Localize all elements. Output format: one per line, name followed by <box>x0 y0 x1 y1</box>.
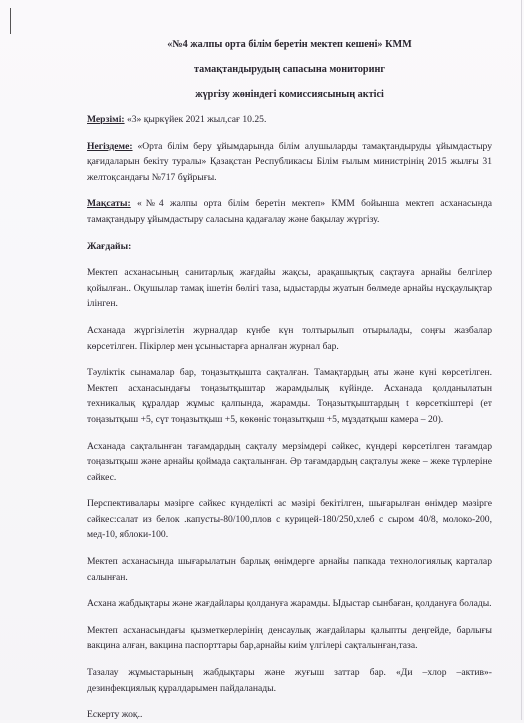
condition-paragraph-6: Мектеп асханасында шығарылатын барлық өнімдерге арнайы папкада технологиялық карталар салынған. <box>87 556 492 583</box>
condition-paragraph-9: Тазалау жұмыстарының жабдықтары және жуғыш заттар бар. «Ди –хлор –актив»-дезинфекциялық құралдарымен пайдаланады. <box>87 667 492 694</box>
purpose-paragraph <box>87 196 492 227</box>
condition-paragraph-5: Перспективалары мәзірге сәйкес күнделікті ас мәзірі бекітілген, шығарылған өнімдер мәзірге сәйкес:салат из белок .капусты-80/100,плов с курицей-180/250,хлеб с сыром 40/8, молоко-200, мед-10, яблоки-100. <box>87 498 492 541</box>
margin-mark <box>10 8 11 34</box>
basis-value: «Орта білім беру ұйымдарында білім алушыларды тамақтандыруды ұйымдастыру қағидаларын бекіту туралы» Қазақстан Республикасы Білім ғылым министрінің 2015 жылғы 31 желтоқсандағы №717 бұйрығы. <box>87 140 492 183</box>
page-edge <box>521 0 522 720</box>
document-title-line-3: жүргізу жөніндегі комиссиясының актісі <box>195 89 384 100</box>
date-value: «3» қыркүйек 2021 жыл,сағ 10.25. <box>124 114 267 125</box>
document-title-line-2: тамақтандырудың сапасына мониторинг <box>194 64 385 75</box>
condition-paragraph-3: Тәуліктік сынамалар бар, тоңазытқышта сақталған. Тамақтардың аты және күні көрсетілген. Мектеп асханасындағы тоңазытқыштар жарамдылық күйінде. Асханада қолданылатын техникалық құралдар жұмыс қалпында, жарамды. Тоңазытқыштардың t көрсеткіштері (ет тоңазытқыш +5, сүт тоңазытқыш +5, көкөніс тоңазытқыш +5, мұздатқыш камера – 20). <box>87 367 492 425</box>
condition-paragraph-7: Асхана жабдықтары және жағдайлары қолдануға жарамды. Ыдыстар сынбаған, қолдануға болады. <box>87 598 492 610</box>
basis-paragraph <box>87 139 492 186</box>
date-paragraph <box>87 112 492 128</box>
remarks-paragraph: Ескерту жоқ.. <box>87 709 143 721</box>
date-label: Мерзімі: <box>87 114 125 125</box>
condition-paragraph-1: Мектеп асханасының санитарлық жағдайы жақсы, арақашықтық сақтауға арнайы белгілер қойылған.. Оқушылар тамақ ішетін бөлігі таза, ыдыстарды жуатын бөлмеде арнайы нұсқаулықтар ілінген. <box>87 267 492 310</box>
purpose-value: «№4 жалпы орта білім беретін мектеп» КММ бойынша мектеп асханасында тамақтандыру ұйымдастыру саласына қадағалау және бақылау жүргізу. <box>87 198 492 225</box>
document-title-line-1: «№4 жалпы орта білім беретін мектеп кешені» КММ <box>167 39 412 50</box>
condition-paragraph-2: Асханада жүргізілетін журналдар күнбе күн толтырылып отырылады, соңғы жазбалар көрсетілген. Пікірлер мен ұсыныстарға арналған журнал бар. <box>87 324 492 352</box>
condition-paragraph-8: Мектеп асханасындағы қызметкерлерінің денсаулық жағдайлары қалыпты деңгейде, барлығы вакцина алған, вакцина паспорттары бар,арнайы киім үлгілері сақталынған,таза. <box>87 624 492 652</box>
conditions-heading: Жағдайы: <box>87 240 132 252</box>
basis-label: Негіздеме: <box>87 140 133 152</box>
purpose-label: Мақсаты: <box>87 198 131 210</box>
condition-paragraph-4: Асханада сақталынған тағамдардың сақталу мерзімдері сәйкес, күндері көрсетілген тағамдар тоңазытқыш және арнайы қоймада сақталынған. Әр тағамдардың сақталуы жеке – жеке түрлеріне сәйкес. <box>87 440 492 483</box>
